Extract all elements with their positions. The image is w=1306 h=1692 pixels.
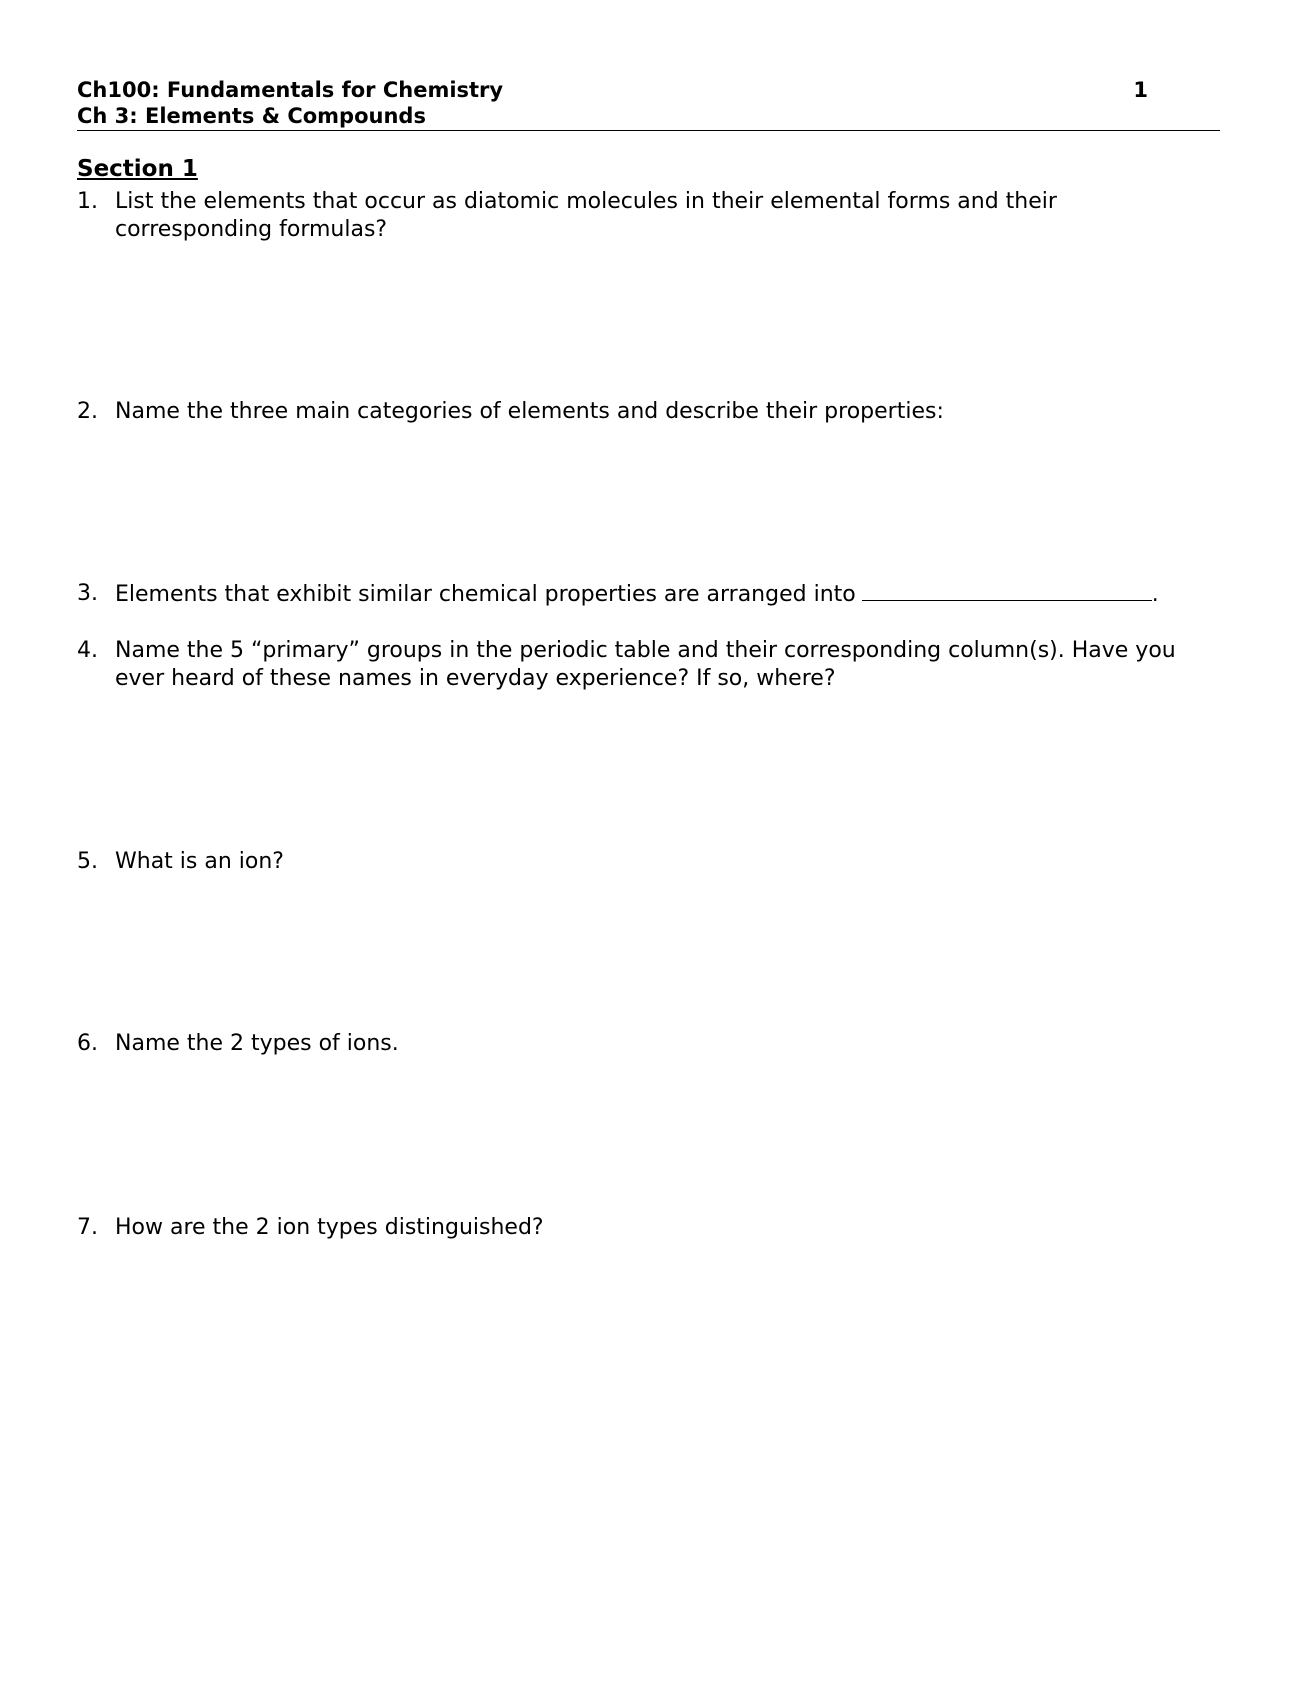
- course-title: Ch100: Fundamentals for Chemistry: [77, 78, 504, 102]
- question-6: [77, 1030, 1217, 1058]
- question-number: 1.: [77, 189, 98, 214]
- answer-blank-line: [862, 580, 1152, 601]
- page-number: 1: [1133, 78, 1148, 102]
- question-text: List the elements that occur as diatomic molecules in their elemental forms and their corresponding formulas?: [115, 189, 1057, 242]
- question-number: 7.: [77, 1215, 98, 1240]
- question-number: 4.: [77, 638, 98, 663]
- chapter-title: Ch 3: Elements & Compounds: [77, 104, 426, 128]
- question-number: 6.: [77, 1031, 98, 1056]
- question-text: Name the 2 types of ions.: [115, 1031, 399, 1056]
- question-text: Elements that exhibit similar chemical properties are arranged into: [115, 582, 856, 607]
- question-number: 3.: [77, 581, 98, 606]
- question-text: Name the three main categories of elements and describe their properties:: [115, 399, 944, 424]
- page-header: [77, 74, 1220, 131]
- question-2: [77, 398, 1217, 426]
- question-number: 2.: [77, 399, 98, 424]
- question-text: Name the 5 “primary” groups in the periodic table and their corresponding column(s). Have you ever heard of these names in everyday experience? If so, where?: [115, 638, 1176, 691]
- question-text: What is an ion?: [115, 849, 284, 874]
- question-3: [77, 580, 1217, 609]
- question-4: [77, 637, 1217, 693]
- question-text: How are the 2 ion types distinguished?: [115, 1215, 544, 1240]
- section-heading: Section 1: [77, 156, 198, 182]
- question-suffix: .: [1151, 582, 1159, 607]
- question-5: [77, 848, 1217, 876]
- question-text-wrapper: [115, 580, 1217, 609]
- question-1: [77, 188, 1217, 244]
- question-7: [77, 1214, 1217, 1242]
- question-number: 5.: [77, 849, 98, 874]
